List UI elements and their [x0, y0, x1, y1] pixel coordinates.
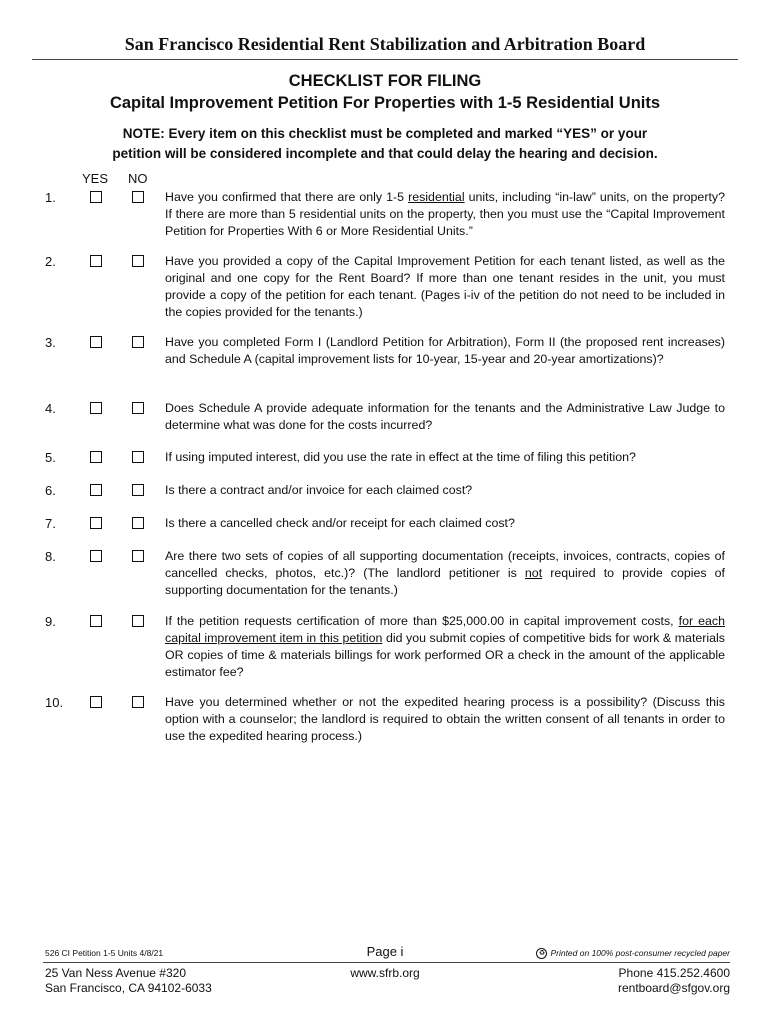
item-number: 2.: [45, 254, 56, 269]
board-header: San Francisco Residential Rent Stabilization and Arbitration Board: [32, 34, 738, 60]
form-id: 526 CI Petition 1-5 Units 4/8/21: [45, 948, 164, 958]
address-line-2: San Francisco, CA 94102-6033: [45, 981, 212, 995]
yes-checkbox[interactable]: [90, 402, 102, 414]
item-question: Have you completed Form I (Landlord Petition for Arbitration), Form II (the proposed rent increases) and Schedule A (capital improvement lists for 10-year, 15-year and 20-year amortizations)?: [165, 335, 725, 366]
item-number: 1.: [45, 190, 56, 205]
yes-checkbox[interactable]: [90, 191, 102, 203]
checklist-item: [0, 400, 770, 432]
yes-checkbox[interactable]: [90, 451, 102, 463]
footer-contact: [618, 966, 730, 996]
checklist-item: [0, 548, 770, 597]
yes-column-header: YES: [82, 171, 109, 186]
page-title: CHECKLIST FOR FILING: [288, 72, 482, 90]
checklist-item: [0, 515, 770, 535]
item-question: Have you provided a copy of the Capital Improvement Petition for each tenant listed, as well as the original and one copy for the Rent Board? If more than one tenant resides in the unit, you must provide a copy of the petition for each tenant. (Pages i-iv of the petition do not need to be included in the copies provided for the tenants.): [165, 254, 725, 319]
item-number: 5.: [45, 450, 56, 465]
yes-checkbox[interactable]: [90, 517, 102, 529]
no-column-header: NO: [128, 171, 148, 186]
yes-checkbox[interactable]: [90, 336, 102, 348]
item-question: If the petition requests certification of more than $25,000.00 in capital improvement costs, for each capital improvement item in this petition did you submit copies of competitive bids for work & materials OR copies of time & materials billings for work performed OR a check in the amount of the applicable estimator fee?: [165, 614, 725, 679]
address-line-1: 25 Van Ness Avenue #320: [45, 966, 186, 980]
no-checkbox[interactable]: [132, 484, 144, 496]
note-line-1: NOTE: Every item on this checklist must be completed and marked “YES” or your: [122, 126, 648, 141]
no-checkbox[interactable]: [132, 191, 144, 203]
item-question: Does Schedule A provide adequate information for the tenants and the Administrative Law Judge to determine what was done for the costs incurred?: [165, 401, 725, 432]
recycled-note: ♻ Printed on 100% post-consumer recycled paper: [536, 948, 730, 959]
checklist-item: [0, 253, 770, 319]
item-question: Have you determined whether or not the expedited hearing process is a possibility? (Discuss this option with a counselor; the landlord is required to obtain the written consent of all tenants in order to use the expedited hearing process.): [165, 695, 725, 743]
email-link[interactable]: rentboard@sfgov.org: [617, 981, 730, 995]
no-checkbox[interactable]: [132, 451, 144, 463]
yes-checkbox[interactable]: [90, 255, 102, 267]
item-question: Is there a contract and/or invoice for each claimed cost?: [165, 483, 473, 497]
checklist-item: [0, 189, 770, 238]
no-checkbox[interactable]: [132, 696, 144, 708]
item-question: If using imputed interest, did you use the rate in effect at the time of filing this petition?: [165, 450, 636, 464]
no-checkbox[interactable]: [132, 255, 144, 267]
item-number: 4.: [45, 401, 56, 416]
no-checkbox[interactable]: [132, 517, 144, 529]
checklist-item: [0, 334, 770, 366]
no-checkbox[interactable]: [132, 615, 144, 627]
note-line-2: petition will be considered incomplete and that could delay the hearing and decision.: [112, 146, 658, 161]
item-number: 10.: [45, 695, 64, 710]
yes-checkbox[interactable]: [90, 615, 102, 627]
phone-number: Phone 415.252.4600: [618, 966, 730, 980]
item-number: 7.: [45, 516, 56, 531]
no-checkbox[interactable]: [132, 550, 144, 562]
item-number: 6.: [45, 483, 56, 498]
checklist-item: [0, 694, 770, 743]
item-question: Are there two sets of copies of all supporting documentation (receipts, invoices, contracts, copies of cancelled checks, photos, etc.)? (The landlord petitioner is not required to provide copies of supporting documentation for the tenants.): [165, 549, 725, 597]
yes-checkbox[interactable]: [90, 696, 102, 708]
recycle-icon: ♻: [536, 948, 547, 959]
footer-divider: [43, 962, 730, 963]
checklist-item: [0, 449, 770, 469]
checklist-item: [0, 482, 770, 502]
item-question: Is there a cancelled check and/or receipt for each claimed cost?: [165, 516, 515, 530]
checklist-item: [0, 613, 770, 679]
page-number: Page i: [366, 944, 404, 959]
item-number: 8.: [45, 549, 56, 564]
page-subtitle: Capital Improvement Petition For Properties with 1-5 Residential Units: [109, 94, 661, 112]
yes-checkbox[interactable]: [90, 484, 102, 496]
item-number: 3.: [45, 335, 56, 350]
item-number: 9.: [45, 614, 56, 629]
website-link[interactable]: www.sfrb.org: [350, 966, 420, 980]
no-checkbox[interactable]: [132, 402, 144, 414]
item-question: Have you confirmed that there are only 1-5 residential units, including “in-law” units, on the property? If there are more than 5 residential units on the property, then you must use the “Capital Improvement Petition for Properties With 6 or More Residential Units.”: [165, 190, 725, 238]
yes-checkbox[interactable]: [90, 550, 102, 562]
filing-note: [60, 124, 710, 164]
no-checkbox[interactable]: [132, 336, 144, 348]
